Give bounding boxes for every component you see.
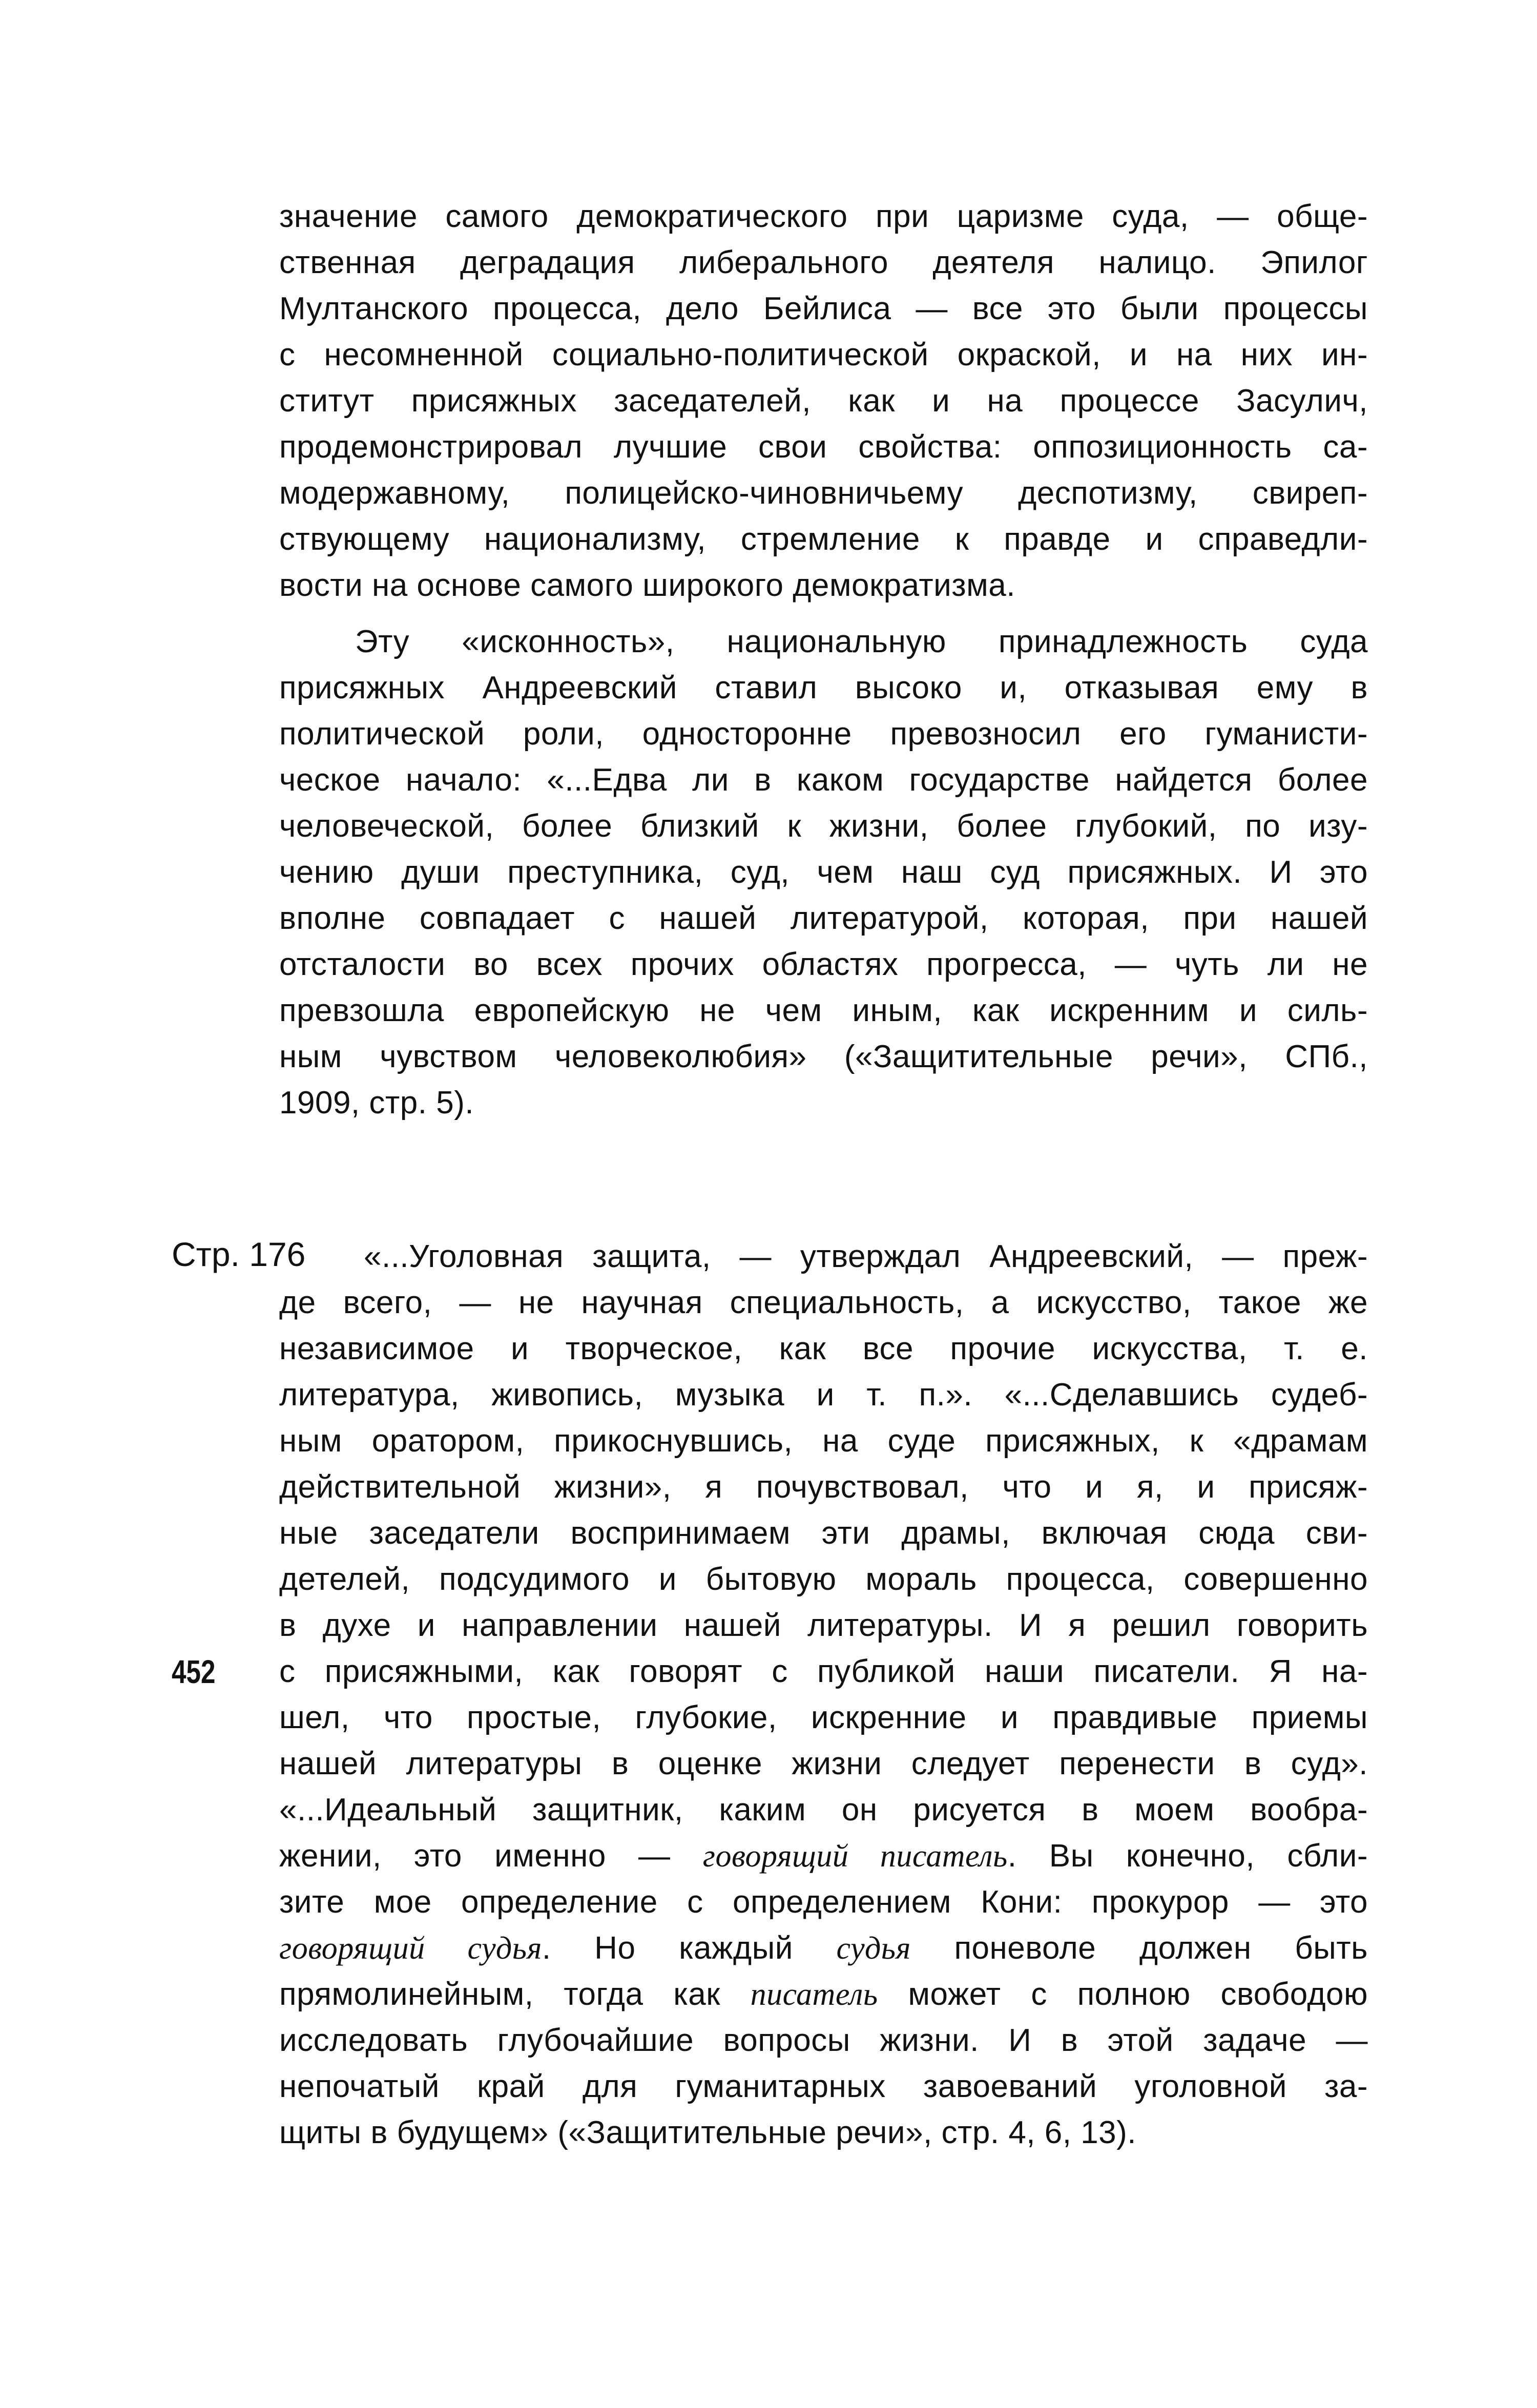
text-line: с присяжными, как говорят с публикой наши писатели. Я на- (279, 1654, 1368, 1689)
text-line: вости на основе самого широкого демократизма. (279, 568, 1015, 603)
text-line: ственная деградация либерального деятеля налицо. Эпилог (279, 245, 1368, 280)
text-line: ные заседатели воспринимаем эти драмы, включая сюда сви- (279, 1516, 1368, 1551)
text-line: чению души преступника, суд, чем наш суд присяжных. И это (279, 855, 1368, 890)
text-fragment: жении, это именно — (279, 1838, 703, 1874)
text-line: превзошла европейскую не чем иным, как искренним и силь- (279, 993, 1368, 1028)
paragraph-continuation (279, 194, 1368, 609)
text-line: независимое и творческое, как все прочие искусства, т. е. (279, 1331, 1368, 1366)
text-line: «...Уголовная защита, — утверждал Андреевский, — преж- (364, 1239, 1368, 1274)
text-line: Эту «исконность», национальную принадлежность суда (355, 624, 1368, 659)
text-line: нашей литературы в оценке жизни следует перенести в суд». (279, 1746, 1368, 1781)
text-line (279, 1833, 1368, 1879)
text-line: ститут присяжных заседателей, как и на процессе Засулич, (279, 383, 1368, 419)
text-line: вполне совпадает с нашей литературой, которая, при нашей (279, 901, 1368, 936)
text-line: ствующему национализму, стремление к правде и справедли- (279, 522, 1368, 557)
text-line: в духе и направлении нашей литературы. И я решил говорить (279, 1608, 1368, 1643)
text-line: де всего, — не научная специальность, а искусство, такое же (279, 1285, 1368, 1320)
note-page-reference: Стр. 176 (172, 1235, 306, 1273)
text-line: значение самого демократического при царизме суда, — обще- (279, 199, 1368, 234)
paragraph-iskonnost (279, 619, 1368, 1126)
text-line: 1909, стр. 5). (279, 1085, 474, 1120)
italic-phrase: говорящий судья (279, 1931, 542, 1966)
text-line: с несомненной социально-политической окраской, и на них ин- (279, 337, 1368, 372)
text-line: непочатый край для гуманитарных завоеваний уголовной за- (279, 2069, 1368, 2104)
text-fragment: . Но каждый (542, 1930, 837, 1966)
text-line: человеческой, более близкий к жизни, более глубокий, по изу- (279, 808, 1368, 844)
italic-phrase: говорящий писатель (702, 1839, 1008, 1874)
italic-phrase: писатель (750, 1977, 878, 2012)
text-line (279, 1971, 1368, 2018)
text-line (279, 1925, 1368, 1971)
text-fragment: поневоле должен быть (910, 1930, 1368, 1966)
text-line: исследовать глубочайшие вопросы жизни. И в этой задаче — (279, 2023, 1368, 2058)
text-line: присяжных Андреевский ставил высоко и, отказывая ему в (279, 670, 1368, 705)
text-line: модержавному, полицейско-чиновничьему деспотизму, свиреп- (279, 475, 1368, 511)
text-fragment: прямолинейным, тогда как (279, 1977, 751, 2012)
text-line: ным оратором, прикоснувшись, на суде присяжных, к «драмам (279, 1423, 1368, 1459)
text-line: «...Идеальный защитник, каким он рисуется в моем вообра- (279, 1792, 1368, 1828)
text-line: политической роли, односторонне превозносил его гуманисти- (279, 716, 1368, 752)
text-fragment: может с полною свободою (878, 1977, 1368, 2012)
text-line: ческое начало: «...Едва ли в каком государстве найдется более (279, 762, 1368, 798)
text-line: отсталости во всех прочих областях прогресса, — чуть ли не (279, 947, 1368, 982)
text-line: ным чувством человеколюбия» («Защитительные речи», СПб., (279, 1039, 1368, 1074)
page-number: 452 (172, 1653, 216, 1690)
text-line: детелей, подсудимого и бытовую мораль процесса, совершенно (279, 1562, 1368, 1597)
text-line: Мултанского процесса, дело Бейлиса — все это были процессы (279, 291, 1368, 326)
note-quotation (279, 1234, 1368, 2156)
text-line: продемонстрировал лучшие свои свойства: оппозиционность са- (279, 429, 1368, 465)
text-fragment: . Вы конечно, сбли- (1007, 1838, 1368, 1874)
text-line: шел, что простые, глубокие, искренние и правдивые приемы (279, 1700, 1368, 1735)
italic-phrase: судья (836, 1931, 911, 1966)
text-line: действительной жизни», я почувствовал, что и я, и присяж- (279, 1469, 1368, 1505)
text-line: зите мое определение с определением Кони: прокурор — это (279, 1884, 1368, 1920)
text-line: литература, живопись, музыка и т. п.». «...Сделавшись судеб- (279, 1377, 1368, 1413)
text-line: щиты в будущем» («Защитительные речи», стр. 4, 6, 13). (279, 2115, 1137, 2150)
